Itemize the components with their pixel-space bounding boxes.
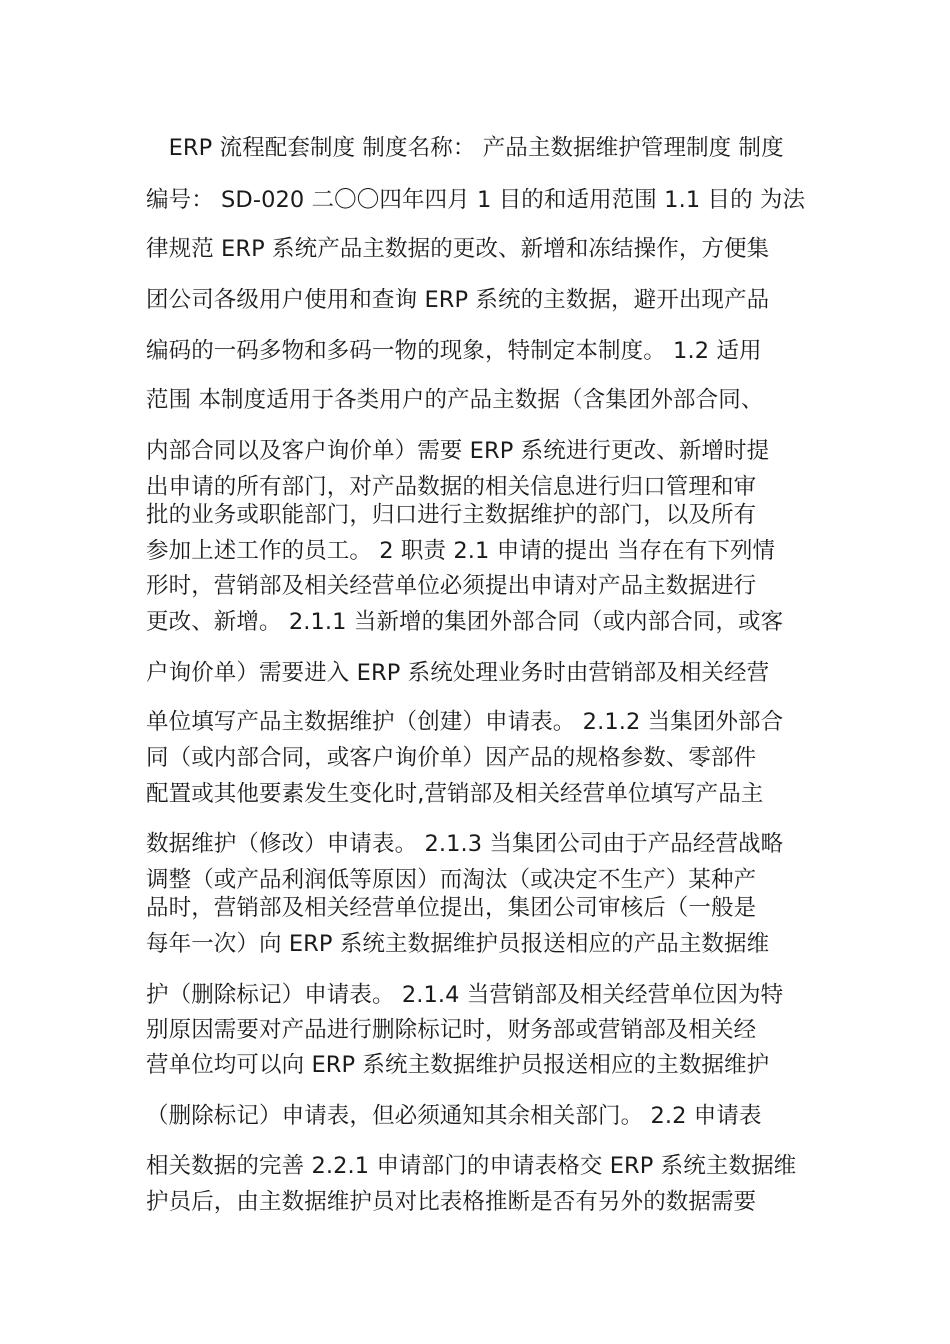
text-line: （删除标记）申请表，但必须通知其余相关部门。 2.2 申请表 bbox=[146, 1103, 762, 1129]
text-line: ERP 流程配套制度 制度名称： 产品主数据维护管理制度 制度 bbox=[146, 135, 784, 161]
text-line: 形时，营销部及相关经营单位必须提出申请对产品主数据进行 bbox=[146, 573, 757, 599]
text-line: 数据维护（修改）申请表。 2.1.3 当集团公司由于产品经营战略 bbox=[146, 831, 784, 857]
text-line: 更改、新增。 2.1.1 当新增的集团外部合同（或内部合同，或客 bbox=[146, 609, 784, 635]
text-line: 配置或其他要素发生变化时,营销部及相关经营单位填写产品主 bbox=[146, 781, 764, 807]
text-line: 律规范 ERP 系统产品主数据的更改、新增和冻结操作，方便集 bbox=[146, 236, 770, 262]
text-line: 团公司各级用户使用和查询 ERP 系统的主数据，避开出现产品 bbox=[146, 287, 770, 313]
text-line: 内部合同以及客户询价单）需要 ERP 系统进行更改、新增时提 bbox=[146, 438, 770, 464]
text-line: 参加上述工作的员工。 2 职责 2.1 申请的提出 当存在有下列情 bbox=[146, 538, 776, 564]
text-line: 调整（或产品利润低等原因）而淘汰（或决定不生产）某种产 bbox=[146, 867, 757, 893]
text-line: 出申请的所有部门，对产品数据的相关信息进行归口管理和审 bbox=[146, 474, 757, 500]
text-line: 同（或内部合同，或客户询价单）因产品的规格参数、零部件 bbox=[146, 745, 757, 771]
text-line: 每年一次）向 ERP 系统主数据维护员报送相应的产品主数据维 bbox=[146, 931, 770, 957]
text-line: 品时，营销部及相关经营单位提出，集团公司审核后（一般是 bbox=[146, 895, 757, 921]
text-line: 护（删除标记）申请表。 2.1.4 当营销部及相关经营单位因为特 bbox=[146, 982, 784, 1008]
text-line: 户询价单）需要进入 ERP 系统处理业务时由营销部及相关经营 bbox=[146, 660, 770, 686]
text-line: 相关数据的完善 2.2.1 申请部门的申请表格交 ERP 系统主数据维 bbox=[146, 1153, 797, 1179]
text-line: 别原因需要对产品进行删除标记时，财务部或营销部及相关经 bbox=[146, 1017, 757, 1043]
text-line: 编号： SD-020 二〇〇四年四月 1 目的和适用范围 1.1 目的 为法 bbox=[146, 187, 806, 213]
text-line: 护员后，由主数据维护员对比表格推断是否有另外的数据需要 bbox=[146, 1189, 757, 1215]
text-line: 范围 本制度适用于各类用户的产品主数据（含集团外部合同、 bbox=[146, 387, 764, 413]
text-line: 批的业务或职能部门，归口进行主数据维护的部门，以及所有 bbox=[146, 502, 757, 528]
text-line: 编码的一码多物和多码一物的现象，特制定本制度。 1.2 适用 bbox=[146, 338, 762, 364]
text-line: 营单位均可以向 ERP 系统主数据维护员报送相应的主数据维护 bbox=[146, 1052, 770, 1078]
text-line: 单位填写产品主数据维护（创建）申请表。 2.1.2 当集团外部合 bbox=[146, 709, 784, 735]
